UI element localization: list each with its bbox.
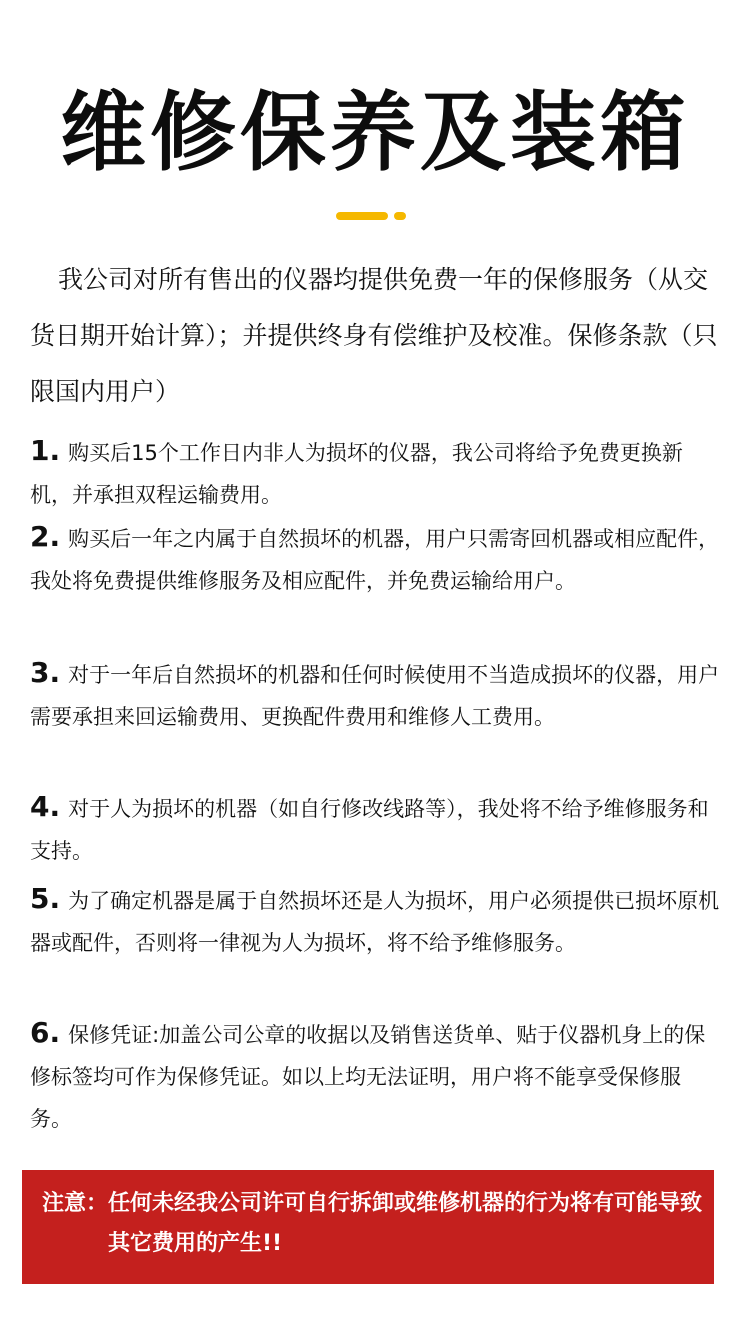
item-number: 1. xyxy=(30,434,61,467)
item-number: 6. xyxy=(30,1016,61,1049)
accent-bar-long xyxy=(336,212,388,220)
page-title: 维修保养及装箱 xyxy=(60,83,690,183)
item-text: 对于人为损坏的机器（如自行修改线路等），我处将不给予维修服务和支持。 xyxy=(30,797,709,863)
item-text: 购买后一年之内属于自然损坏的机器，用户只需寄回机器或相应配件，我处将免费提供维修服务及相应配件，并免费运输给用户。 xyxy=(30,527,720,593)
warning-notice-box xyxy=(22,1170,714,1284)
item-text: 保修凭证:加盖公司公章的收据以及销售送货单、贴于仪器机身上的保修标签均可作为保修凭证。如以上均无法证明，用户将不能享受保修服务。 xyxy=(30,1023,706,1131)
item-text: 为了确定机器是属于自然损坏还是人为损坏，用户必须提供已损坏原机器或配件，否则将一律视为人为损坏，将不给予维修服务。 xyxy=(30,889,720,955)
list-item xyxy=(30,786,720,872)
item-text: 对于一年后自然损坏的机器和任何时候使用不当造成损坏的仪器，用户需要承担来回运输费用、更换配件费用和维修人工费用。 xyxy=(30,663,720,729)
list-item xyxy=(30,516,720,602)
notice-label: 注意： xyxy=(42,1191,109,1216)
accent-bar-short xyxy=(394,212,406,220)
list-item xyxy=(30,430,720,516)
intro-paragraph xyxy=(30,252,720,420)
item-number: 2. xyxy=(30,520,61,553)
list-item xyxy=(30,878,720,964)
list-item xyxy=(30,1012,720,1140)
intro-text: 我公司对所有售出的仪器均提供免费一年的保修服务（从交货日期开始计算）；并提供终身有偿维护及校准。保修条款（只限国内用户） xyxy=(30,265,718,406)
item-number: 5. xyxy=(30,882,61,915)
notice-text: 任何未经我公司许可自行拆卸或维修机器的行为将有可能导致其它费用的产生!! xyxy=(108,1191,703,1256)
list-item xyxy=(30,652,720,738)
item-text: 购买后15个工作日内非人为损坏的仪器，我公司将给予免费更换新机，并承担双程运输费用。 xyxy=(30,441,683,507)
item-number: 4. xyxy=(30,790,61,823)
item-number: 3. xyxy=(30,656,61,689)
